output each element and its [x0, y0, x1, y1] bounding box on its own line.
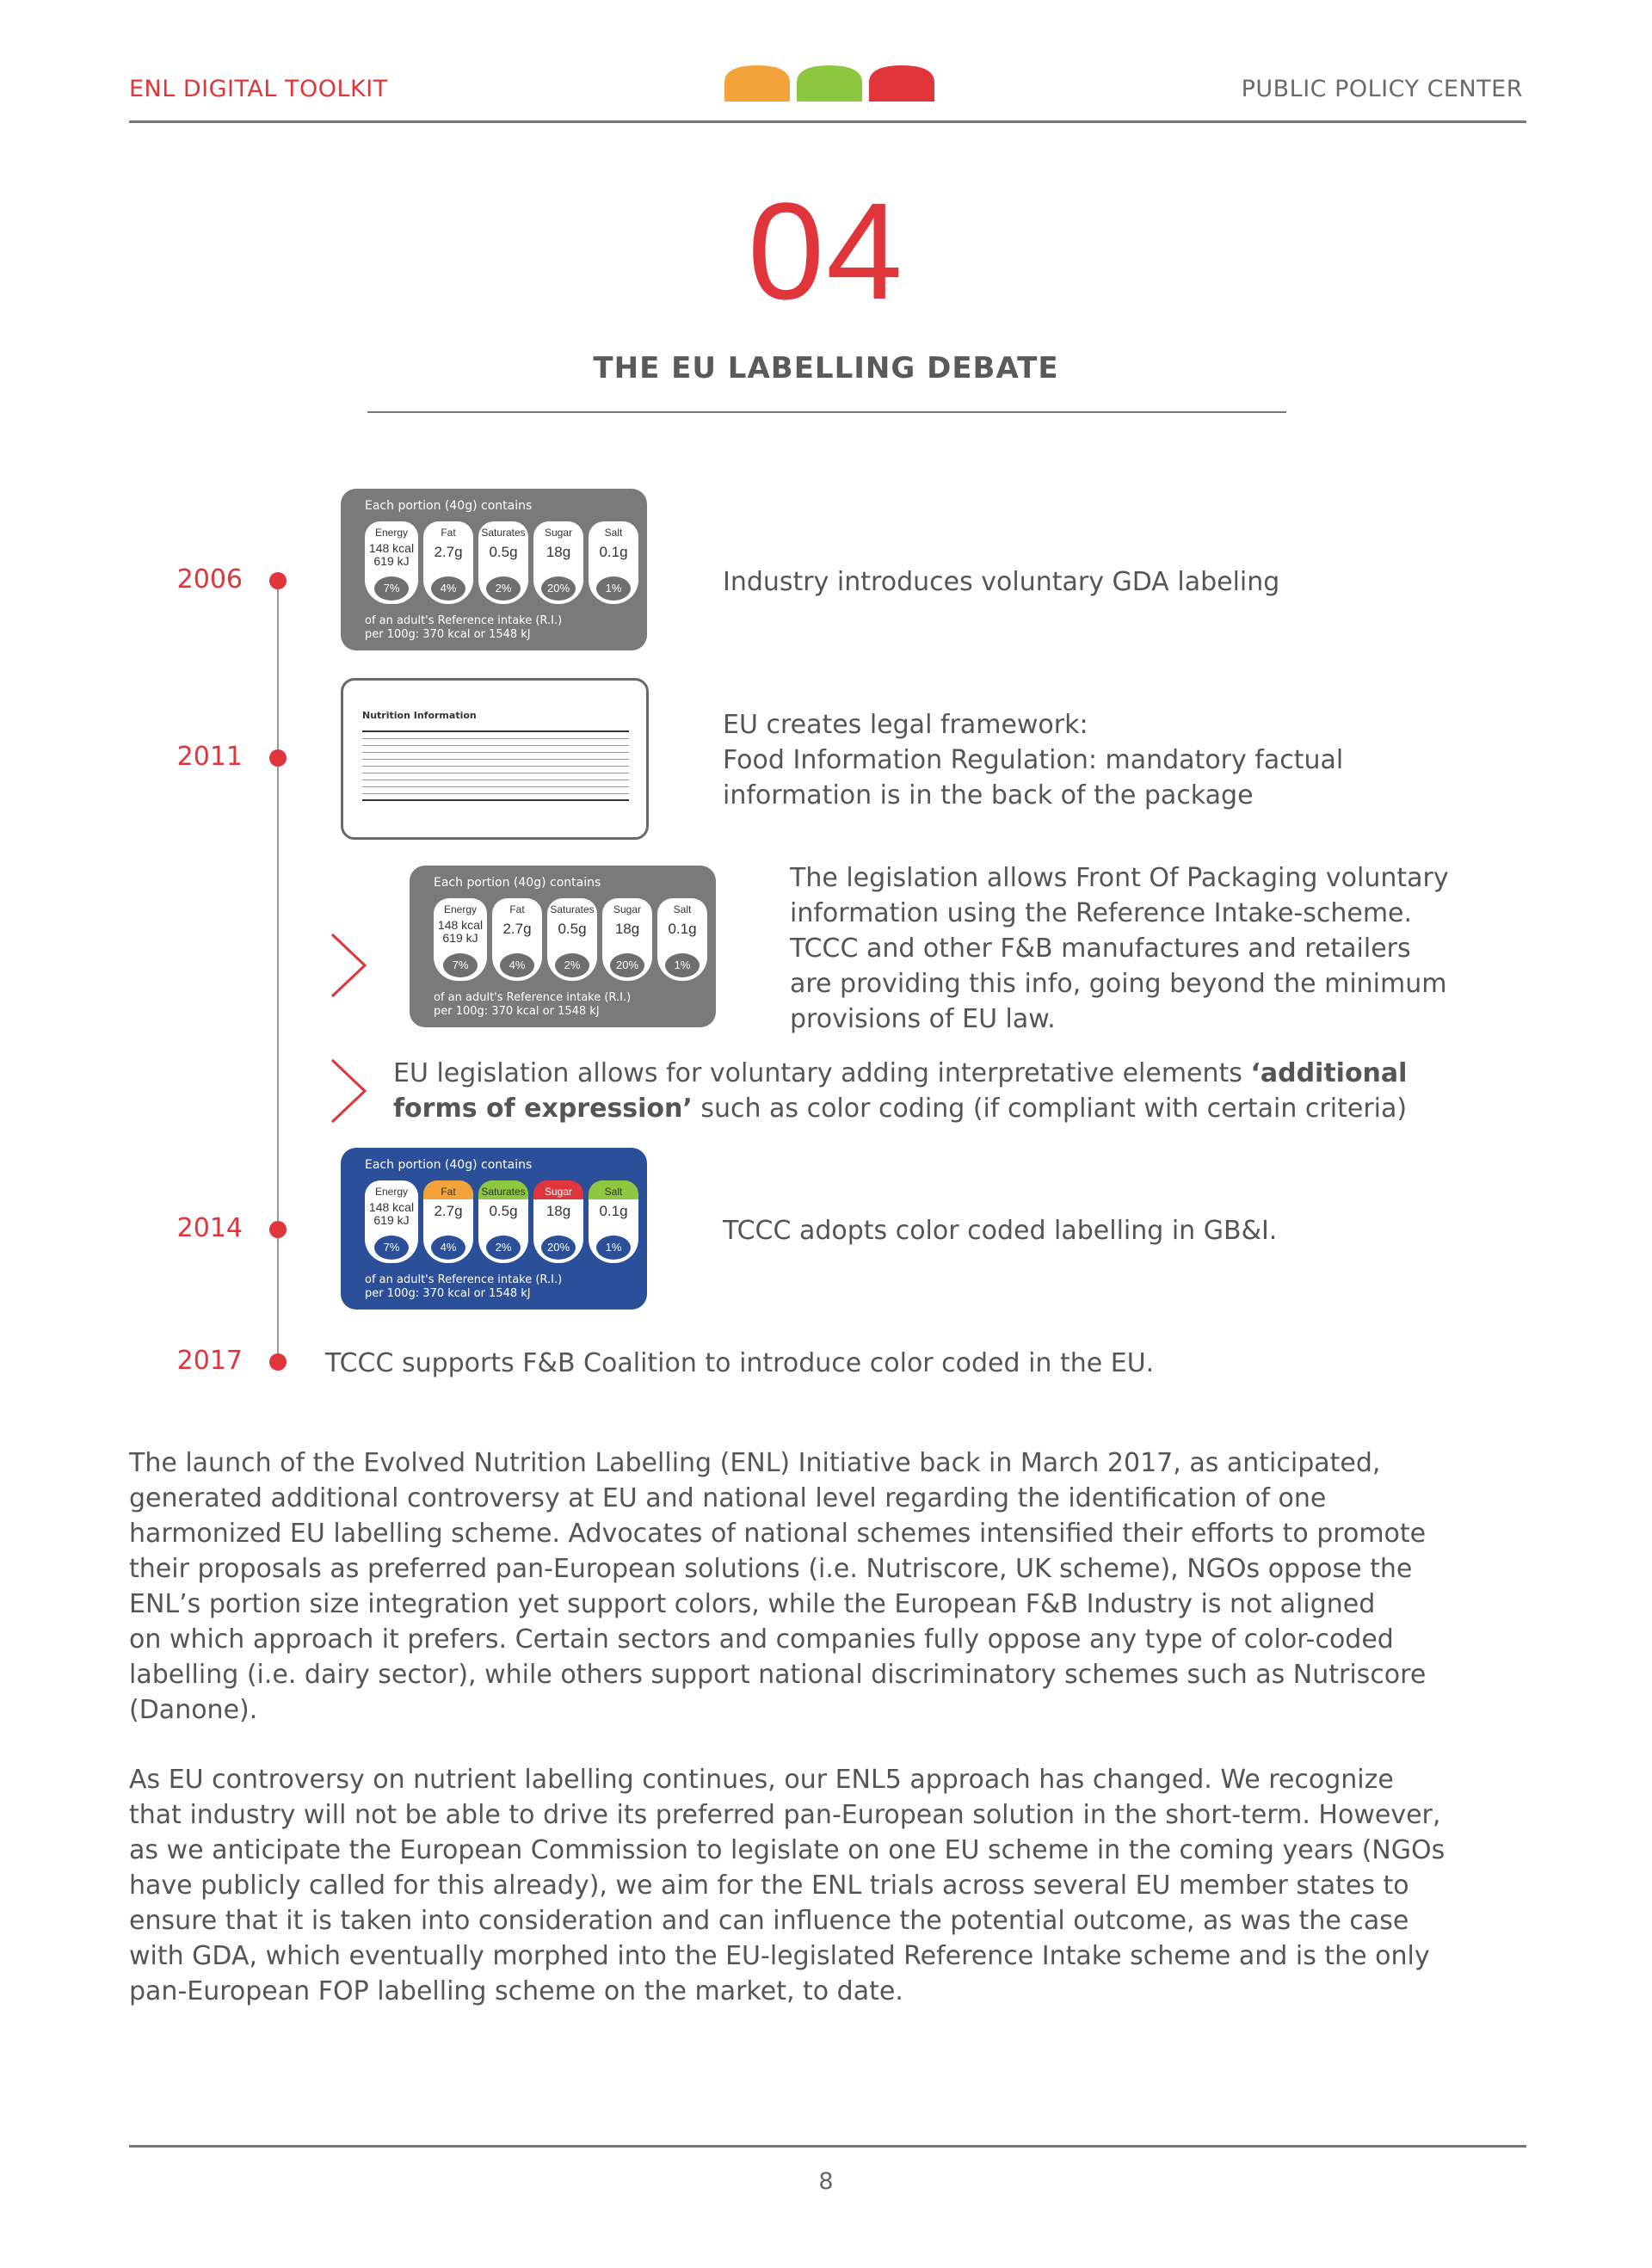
tag-value-line1: 148 kcal [437, 918, 484, 932]
color-coded-label-2014 [341, 1148, 647, 1310]
tag-value-line1: 148 kcal [368, 541, 415, 555]
paragraph-line: The launch of the Evolved Nutrition Labelling (ENL) Initiative back in March 2017, as anticipated, [129, 1448, 1381, 1478]
tag-value: 0.5g [489, 544, 518, 560]
tag-value: 2.7g [434, 544, 463, 560]
logo-icon [723, 62, 936, 102]
gda-tag-energy [434, 898, 487, 981]
tag-percent: 1% [596, 576, 631, 601]
tag-value: 18g [546, 544, 571, 560]
desc-line: information using the Reference Intake-scheme. [790, 898, 1413, 928]
footer-divider [129, 2145, 1526, 2148]
table-row [362, 780, 629, 787]
tag-value: 18g [546, 1203, 571, 1219]
tag-name: Salt [673, 903, 692, 915]
desc-line: The legislation allows Front Of Packaging voluntary [790, 863, 1449, 893]
paragraph-line: pan-European FOP labelling scheme on the market, to date. [129, 1976, 903, 2006]
tag-percent: 20% [541, 576, 576, 601]
tag-value: 0.1g [599, 1203, 628, 1219]
paragraph-line: ENL’s portion size integration yet support colors, while the European F&B Industry is not aligned [129, 1589, 1376, 1619]
tag-percent: 4% [431, 576, 465, 601]
tag-name: Energy [374, 527, 409, 539]
paragraph-line: generated additional controversy at EU and national level regarding the identification of one [129, 1483, 1327, 1513]
table-row [362, 746, 629, 753]
gda-tag-salt [589, 521, 638, 604]
tag-percent: 1% [665, 953, 700, 977]
gda-tag-salt [657, 898, 707, 981]
nutrition-table-title: Nutrition Information [362, 710, 477, 721]
footer-line2: per 100g: 370 kcal or 1548 kJ [365, 1287, 531, 1300]
gda-tag-sugar [533, 521, 583, 604]
tag-value-line2: 619 kJ [373, 554, 410, 568]
tag-percent: 7% [374, 576, 409, 601]
tag-value: 0.5g [489, 1203, 518, 1219]
logo-arch-orange [724, 65, 790, 102]
tag-value: 18g [614, 921, 640, 937]
logo-arch-green [797, 65, 862, 102]
timeline-dot-2006 [269, 572, 287, 589]
tag-value: 2.7g [434, 1203, 463, 1219]
paragraph-line: have publicly called for this already), we aim for the ENL trials across several EU member states to [129, 1870, 1409, 1901]
tag-percent: 20% [610, 953, 644, 977]
paragraph-line: on which approach it prefers. Certain sectors and companies fully oppose any type of color-coded [129, 1624, 1394, 1655]
tag-percent: 1% [596, 1236, 631, 1260]
paragraph-line: that industry will not be able to drive its preferred pan-European solution in the short-term. However, [129, 1800, 1441, 1830]
gda-label-tags [365, 1180, 638, 1263]
desc-line: are providing this info, going beyond the minimum [790, 969, 1447, 999]
paragraph-line: as we anticipate the European Commission to legislate on one EU scheme in the coming years (NGOs [129, 1835, 1446, 1865]
tag-percent: 2% [486, 1236, 521, 1260]
year-2017: 2017 [176, 1346, 243, 1376]
timeline-dot-2017 [269, 1353, 287, 1371]
tag-name: Energy [374, 1186, 409, 1198]
desc-line: provisions of EU law. [790, 1004, 1056, 1034]
tag-value: 0.1g [668, 921, 697, 937]
footer-line2: per 100g: 370 kcal or 1548 kJ [434, 1005, 600, 1018]
nutrition-table-rows [362, 725, 629, 801]
gda-tag-energy [365, 521, 418, 604]
tag-percent: 4% [500, 953, 534, 977]
tag-name: Fat [509, 903, 525, 915]
gda-label-header: Each portion (40g) contains [365, 1158, 533, 1172]
paragraph-line: ensure that it is taken into consideration and can influence the potential outcome, as was the case [129, 1906, 1409, 1936]
gda-label-2006 [341, 489, 647, 650]
timeline-desc-2011 [723, 707, 1343, 813]
table-row [362, 732, 629, 739]
timeline-dot-2011 [269, 749, 287, 767]
chapter-number: 04 [748, 174, 904, 328]
gda-label-footer [434, 991, 631, 1019]
gda-tag-sugar [533, 1180, 583, 1263]
nutrition-information-table [341, 678, 649, 840]
tag-value [365, 1201, 418, 1227]
gda-tag-saturates [478, 521, 528, 604]
gda-label-footer [365, 614, 562, 642]
tag-value-line2: 619 kJ [373, 1213, 410, 1227]
paragraph-line: with GDA, which eventually morphed into the EU-legislated Reference Intake scheme and is the only [129, 1941, 1430, 1971]
tag-name: Saturates [478, 1180, 528, 1199]
desc-bold-text: ‘additional [1250, 1058, 1408, 1088]
tag-value: 0.5g [558, 921, 587, 937]
desc-line: EU creates legal framework: [723, 710, 1088, 740]
gda-tag-saturates [478, 1180, 528, 1263]
timeline-dot-2014 [269, 1221, 287, 1238]
desc-line: Food Information Regulation: mandatory factual [723, 745, 1344, 775]
timeline-desc-2014: TCCC adopts color coded labelling in GB&I. [723, 1216, 1278, 1246]
header-left-title: ENL DIGITAL TOOLKIT [129, 76, 388, 102]
tag-percent: 2% [555, 953, 589, 977]
gda-label-ri [410, 866, 716, 1027]
chevron-right-icon [329, 1057, 368, 1125]
tag-value [434, 919, 487, 945]
timeline-desc-2006: Industry introduces voluntary GDA labeling [723, 567, 1280, 597]
paragraph-line: their proposals as preferred pan-European solutions (i.e. Nutriscore, UK scheme), NGOs oppose the [129, 1554, 1413, 1584]
tag-value: 2.7g [502, 921, 532, 937]
gda-tag-salt [589, 1180, 638, 1263]
year-2014: 2014 [176, 1213, 243, 1243]
paragraph-line: harmonized EU labelling scheme. Advocates of national schemes intensified their efforts to promote [129, 1519, 1427, 1549]
table-row [362, 760, 629, 767]
tag-name: Sugar [544, 527, 573, 539]
tag-value-line1: 148 kcal [368, 1200, 415, 1214]
tag-name: Energy [443, 903, 478, 915]
table-row [362, 753, 629, 760]
table-row [362, 739, 629, 746]
tag-name: Sugar [613, 903, 642, 915]
gda-tag-fat [492, 898, 542, 981]
gda-tag-fat [423, 1180, 473, 1263]
logo-arch-red [869, 65, 934, 102]
page-number: 8 [818, 2168, 834, 2195]
table-row [362, 787, 629, 794]
tag-name: Salt [604, 527, 623, 539]
tag-name: Fat [423, 1180, 473, 1199]
tag-percent: 20% [541, 1236, 576, 1260]
table-row [362, 794, 629, 801]
desc-line: TCCC and other F&B manufactures and retailers [790, 934, 1411, 964]
tag-name: Sugar [533, 1180, 583, 1199]
gda-label-header: Each portion (40g) contains [434, 876, 601, 890]
gda-tag-saturates [547, 898, 597, 981]
desc-line [393, 1091, 1407, 1126]
timeline-desc-reference-intake [790, 860, 1449, 1037]
footer-line1: of an adult's Reference intake (R.I.) [434, 991, 632, 1004]
paragraph-enl-launch [129, 1445, 1540, 1728]
tag-name: Saturates [550, 903, 595, 915]
gda-tag-fat [423, 521, 473, 604]
tag-name: Fat [441, 527, 456, 539]
paragraph-enl5-approach [129, 1762, 1540, 2009]
year-2006: 2006 [176, 564, 243, 595]
tag-percent: 7% [443, 953, 478, 977]
table-row [362, 725, 629, 732]
tag-percent: 2% [486, 576, 521, 601]
gda-tag-sugar [602, 898, 652, 981]
tag-percent: 7% [374, 1236, 409, 1260]
gda-label-footer [365, 1273, 562, 1301]
table-row [362, 767, 629, 773]
paragraph-line: As EU controversy on nutrient labelling continues, our ENL5 approach has changed. We recognize [129, 1765, 1394, 1795]
gda-label-tags [434, 898, 707, 981]
tag-name: Salt [589, 1180, 638, 1199]
chapter-title: THE EU LABELLING DEBATE [593, 351, 1059, 385]
tag-name: Saturates [481, 527, 526, 539]
tag-value-line2: 619 kJ [442, 931, 478, 945]
desc-text: such as color coding (if compliant with certain criteria) [692, 1094, 1408, 1124]
header-divider [129, 120, 1526, 123]
desc-line: information is in the back of the package [723, 780, 1254, 810]
table-row [362, 773, 629, 780]
chevron-right-icon [329, 931, 368, 1000]
timeline-desc-2017: TCCC supports F&B Coalition to introduce color coded in the EU. [325, 1348, 1155, 1378]
desc-bold-text: forms of expression’ [393, 1094, 693, 1124]
gda-label-tags [365, 521, 638, 604]
paragraph-line: labelling (i.e. dairy sector), while others support national discriminatory schemes such as Nutriscore [129, 1660, 1427, 1690]
footer-line1: of an adult's Reference intake (R.I.) [365, 614, 563, 627]
year-2011: 2011 [176, 742, 243, 772]
tag-value [365, 542, 418, 568]
desc-line [393, 1056, 1407, 1091]
title-divider [367, 411, 1286, 413]
paragraph-line: (Danone). [129, 1695, 258, 1725]
desc-text: EU legislation allows for voluntary adding interpretative elements [393, 1058, 1251, 1088]
tag-value: 0.1g [599, 544, 628, 560]
header-right-title: PUBLIC POLICY CENTER [1241, 76, 1523, 102]
tag-percent: 4% [431, 1236, 465, 1260]
gda-tag-energy [365, 1180, 418, 1263]
footer-line2: per 100g: 370 kcal or 1548 kJ [365, 628, 531, 641]
timeline-desc-additional-forms [393, 1056, 1407, 1126]
timeline-line [277, 581, 279, 1362]
gda-label-header: Each portion (40g) contains [365, 499, 533, 513]
footer-line1: of an adult's Reference intake (R.I.) [365, 1273, 563, 1286]
